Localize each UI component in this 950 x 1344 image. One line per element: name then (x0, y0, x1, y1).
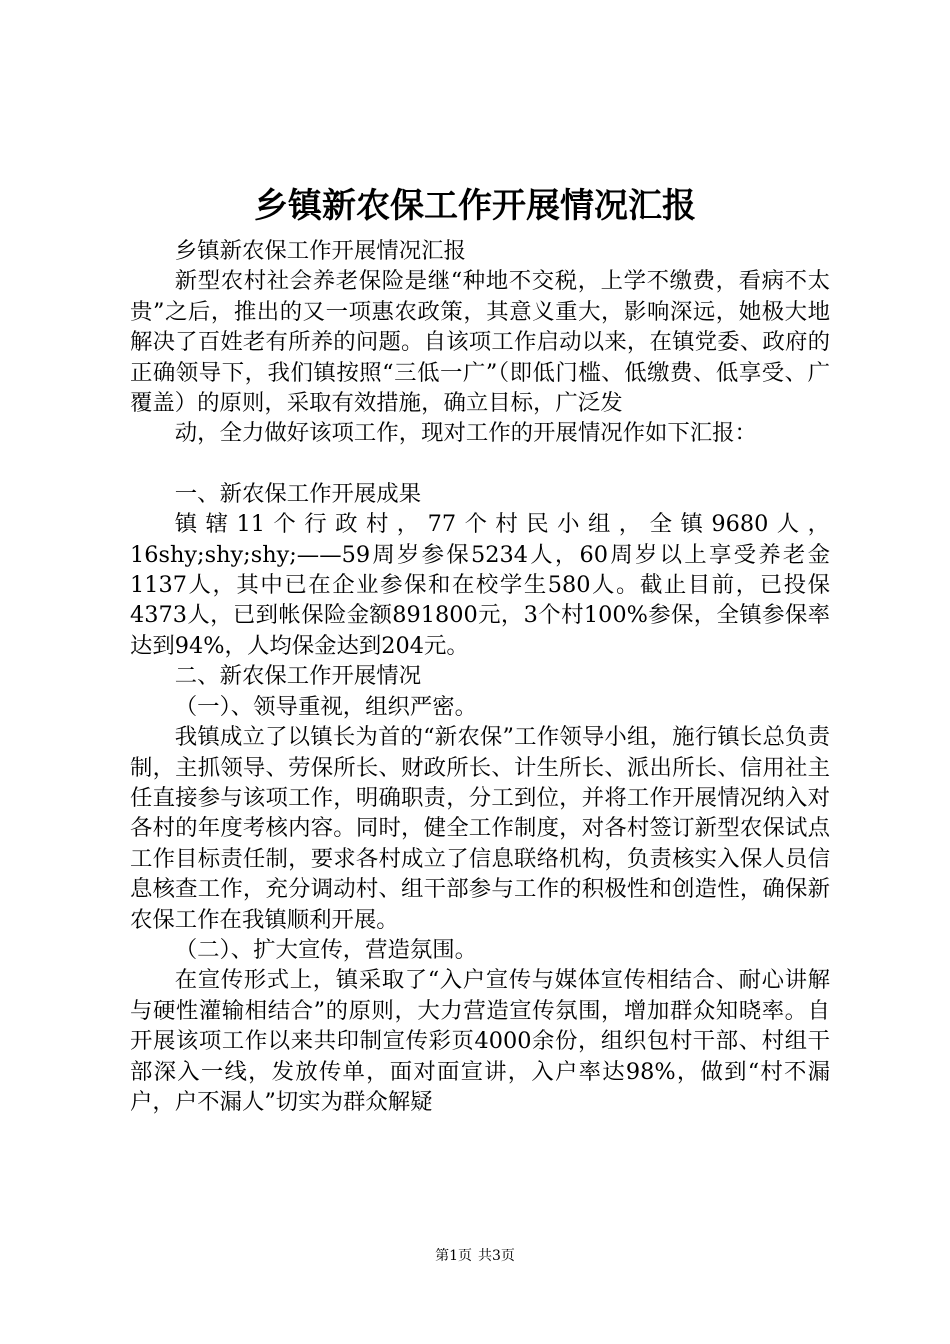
paragraph-spacer (130, 449, 830, 479)
paragraph-intro-continued: 动，全力做好该项工作，现对工作的开展情况作如下汇报： (174, 420, 757, 447)
document-body (130, 236, 830, 1117)
paragraph-intro: 新型农村社会养老保险是继“种地不交税，上学不缴费，看病不太贵”之后，推出的又一项惠农政策，其意义重大，影响深远，她极大地解决了百姓老有所养的问题。自该项工作启动以来，在镇党委、政府的正确领导下，我们镇按照“三低一广”（即低门槛、低缴费、低享受、广覆盖）的原则，采取有效措施，确立目标，广泛发 (130, 268, 830, 417)
subsection-heading-1: （一）、领导重视，组织严密。 (174, 693, 478, 720)
section-heading-2: 二、新农保工作开展情况 (174, 663, 422, 690)
page-footer (0, 1245, 950, 1265)
paragraph-subtitle: 乡镇新农保工作开展情况汇报 (174, 238, 466, 264)
section-heading-1: 一、新农保工作开展成果 (174, 480, 422, 507)
paragraph-leadership: 我镇成立了以镇长为首的“新农保”工作领导小组，施行镇长总负责制，主抓领导、劳保所长、财政所长、计生所长、派出所长、信用社主任直接参与该项工作，明确职责，分工到位，并将工作开展情况纳入对各村的年度考核内容。同时，健全工作制度，对各村签订新型农保试点工作目标责任制，要求各村成立了信息联络机构，负责核实入保人员信息核查工作，充分调动村、组干部参与工作的积极性和创造性，确保新农保工作在我镇顺利开展。 (130, 724, 830, 933)
paragraph-results: 镇辖11个行政村，77个村民小组，全镇9680人，16shy;shy;shy;——59周岁参保5234人，60周岁以上享受养老金1137人，其中已在企业参保和在校学生580人。截止目前，已投保4373人，已到帐保险金额891800元，3个村100%参保，全镇参保率达到94%，人均保金达到204元。 (130, 511, 830, 659)
page-total: 共3页 (478, 1248, 515, 1264)
document-title: 乡镇新农保工作开展情况汇报 (254, 186, 696, 226)
page-number: 第1页 (435, 1248, 472, 1264)
paragraph-publicity: 在宣传形式上，镇采取了“入户宣传与媒体宣传相结合、耐心讲解与硬性灌输相结合”的原则，大力营造宣传氛围，增加群众知晓率。自开展该项工作以来共印制宣传彩页4000余份，组织包村干部、村组干部深入一线，发放传单，面对面宣讲，入户率达98%，做到“村不漏户，户不漏人”切实为群众解疑 (130, 967, 830, 1115)
subsection-heading-2: （二）、扩大宣传，营造氛围。 (174, 936, 478, 963)
